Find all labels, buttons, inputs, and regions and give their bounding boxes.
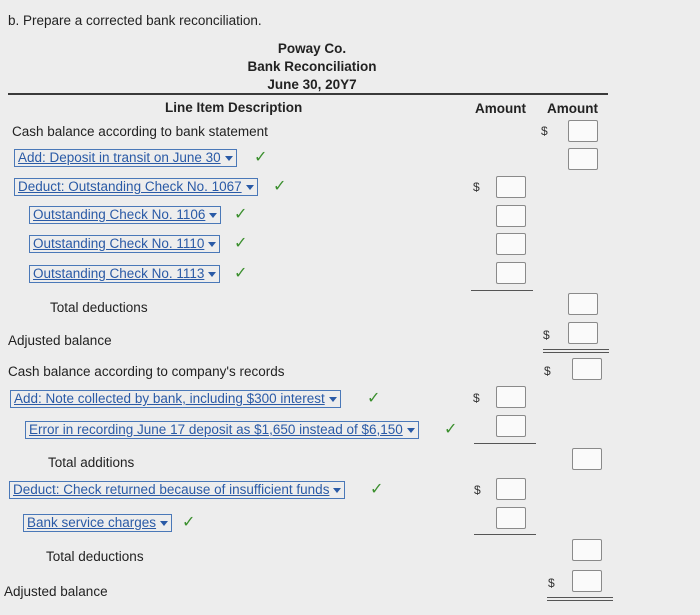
- check-1113-dropdown[interactable]: [29, 265, 220, 283]
- company-balance-label: Cash balance according to company's records: [8, 364, 285, 379]
- dollar-sign: $: [548, 576, 555, 590]
- dollar-sign: $: [544, 364, 551, 378]
- bank-total-deductions-label: Total deductions: [50, 300, 148, 315]
- company-total-deductions-input[interactable]: [572, 539, 602, 561]
- company-total-additions-input[interactable]: [572, 448, 602, 470]
- company-adjusted-balance-input[interactable]: [572, 570, 602, 592]
- deposit-error-dropdown-label: Error in recording June 17 deposit as $1,650 instead of $6,150: [29, 422, 403, 437]
- service-charges-dropdown-label: Bank service charges: [27, 515, 157, 530]
- report-date: June 30, 20Y7: [267, 77, 357, 92]
- chevron-down-icon: [209, 213, 217, 218]
- company-add-dropdown-label: Add: Note collected by bank, including $300 interest: [14, 391, 325, 406]
- bank-adjusted-balance-input[interactable]: [568, 322, 598, 344]
- company-name: Poway Co.: [277, 41, 347, 56]
- check-1110-amount-input[interactable]: [496, 233, 526, 255]
- bank-adjusted-balance-label: Adjusted balance: [8, 333, 112, 348]
- column-header-amount-2: Amount: [547, 101, 598, 116]
- bank-deduct-dropdown-label: Deduct: Outstanding Check No. 1067: [18, 179, 242, 194]
- nsf-check-amount-input[interactable]: [496, 478, 526, 500]
- bank-total-deductions-input[interactable]: [568, 293, 598, 315]
- deposit-in-transit-amount-input[interactable]: [568, 148, 598, 170]
- bank-add-dropdown-label: Add: Deposit in transit on June 30: [18, 150, 221, 165]
- company-deduct-dropdown[interactable]: [9, 481, 345, 499]
- checkmark-icon: ✓: [370, 481, 384, 498]
- bank-balance-amount-input[interactable]: [568, 120, 598, 142]
- checkmark-icon: ✓: [444, 421, 458, 438]
- company-adjusted-balance-label: Adjusted balance: [4, 584, 108, 599]
- column-header-amount-1: Amount: [475, 101, 526, 116]
- checkmark-icon: ✓: [367, 390, 381, 407]
- report-title: Bank Reconciliation: [247, 59, 377, 74]
- subtotal-rule: [474, 443, 536, 444]
- check-1106-dropdown-label: Outstanding Check No. 1106: [33, 207, 206, 222]
- subtotal-rule: [471, 290, 533, 291]
- dollar-sign: $: [543, 328, 550, 342]
- check-1113-dropdown-label: Outstanding Check No. 1113: [33, 266, 205, 281]
- deposit-error-dropdown[interactable]: [25, 421, 419, 439]
- checkmark-icon: ✓: [254, 149, 268, 166]
- total-rule-upper: [543, 349, 609, 350]
- dollar-sign: $: [541, 124, 548, 138]
- column-header-description: Line Item Description: [165, 100, 303, 115]
- instruction-text: b. Prepare a corrected bank reconciliation.: [8, 13, 262, 28]
- company-add-dropdown[interactable]: [10, 390, 341, 408]
- check-1113-amount-input[interactable]: [496, 262, 526, 284]
- total-rule-upper: [547, 597, 613, 598]
- check-1110-dropdown-label: Outstanding Check No. 1110: [33, 236, 205, 251]
- checkmark-icon: ✓: [234, 206, 248, 223]
- company-total-deductions-label: Total deductions: [46, 549, 144, 564]
- chevron-down-icon: [407, 428, 415, 433]
- dollar-sign: $: [473, 391, 480, 405]
- chevron-down-icon: [208, 242, 216, 247]
- chevron-down-icon: [160, 521, 168, 526]
- checkmark-icon: ✓: [182, 514, 196, 531]
- total-rule-lower: [547, 600, 613, 601]
- chevron-down-icon: [208, 272, 216, 277]
- bank-add-dropdown[interactable]: [14, 149, 237, 167]
- company-total-additions-label: Total additions: [48, 455, 135, 470]
- chevron-down-icon: [246, 185, 254, 190]
- checkmark-icon: ✓: [234, 235, 248, 252]
- company-balance-amount-input[interactable]: [572, 358, 602, 380]
- checkmark-icon: ✓: [273, 178, 287, 195]
- bank-deduct-dropdown[interactable]: [14, 178, 258, 196]
- dollar-sign: $: [474, 483, 481, 497]
- header-rule: [8, 93, 608, 95]
- total-rule-lower: [543, 352, 609, 353]
- check-1106-amount-input[interactable]: [496, 205, 526, 227]
- service-charges-amount-input[interactable]: [496, 507, 526, 529]
- chevron-down-icon: [333, 488, 341, 493]
- chevron-down-icon: [225, 156, 233, 161]
- check-1110-dropdown[interactable]: [29, 235, 220, 253]
- check-1067-amount-input[interactable]: [496, 176, 526, 198]
- note-collected-amount-input[interactable]: [496, 386, 526, 408]
- company-deduct-dropdown-label: Deduct: Check returned because of insufficient funds: [13, 482, 330, 497]
- chevron-down-icon: [329, 397, 337, 402]
- subtotal-rule: [474, 534, 536, 535]
- bank-balance-label: Cash balance according to bank statement: [12, 124, 268, 139]
- check-1106-dropdown[interactable]: [29, 206, 221, 224]
- deposit-error-amount-input[interactable]: [496, 415, 526, 437]
- dollar-sign: $: [473, 180, 480, 194]
- service-charges-dropdown[interactable]: [23, 514, 172, 532]
- checkmark-icon: ✓: [234, 265, 248, 282]
